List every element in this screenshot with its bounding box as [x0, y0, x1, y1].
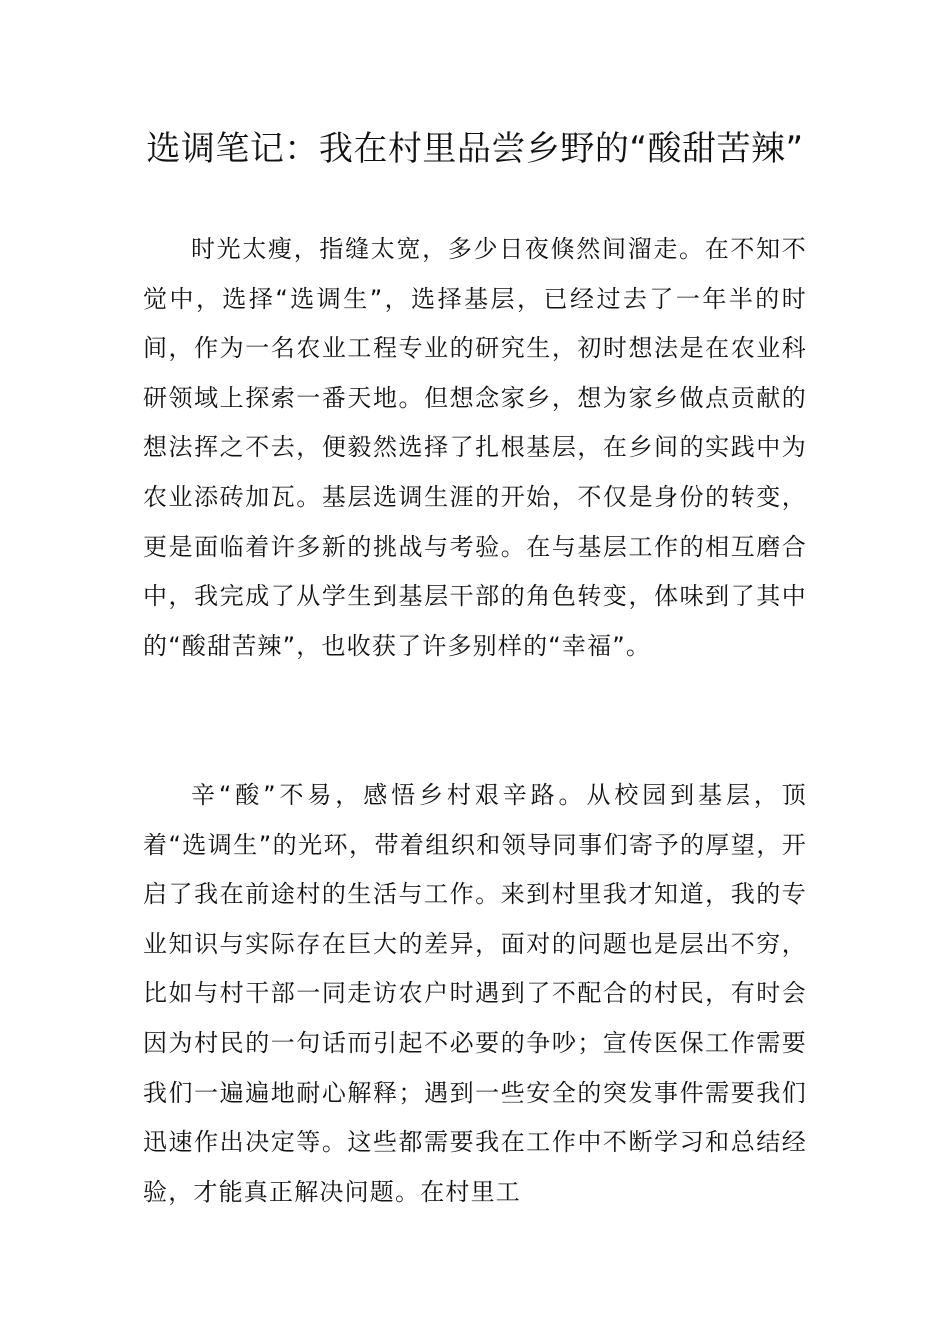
body-paragraph-2: 辛“酸”不易，感悟乡村艰辛路。从校园到基层，顶着“选调生”的光环，带着组织和领导同事们寄予的厚望，开启了我在前途村的生活与工作。来到村里我才知道，我的专业知识与实际存在巨大的差异，面对的问题也是层出不穷，比如与村干部一同走访农户时遇到了不配合的村民，有时会因为村民的一句话而引起不必要的争吵；宣传医保工作需要我们一遍遍地耐心解释；遇到一些安全的突发事件需要我们迅速作出决定等。这些都需要我在工作中不断学习和总结经验，才能真正解决问题。在村里工: [143, 781, 807, 1206]
body-paragraph-1: 时光太瘦，指缝太宽，多少日夜倏然间溜走。在不知不觉中，选择“选调生”，选择基层，已经过去了一年半的时间，作为一名农业工程专业的研究生，初时想法是在农业科研领域上探索一番天地。但想念家乡，想为家乡做点贡献的想法挥之不去，便毅然选择了扎根基层，在乡间的实践中为农业添砖加瓦。基层选调生涯的开始，不仅是身份的转变，更是面临着许多新的挑战与考验。在与基层工作的相互磨合中，我完成了从学生到基层干部的角色转变，体味到了其中的“酸甜苦辣”，也收获了许多别样的“幸福”。: [143, 235, 807, 660]
document-title: 选调笔记：我在村里品尝乡野的“酸甜苦辣”: [146, 129, 804, 169]
